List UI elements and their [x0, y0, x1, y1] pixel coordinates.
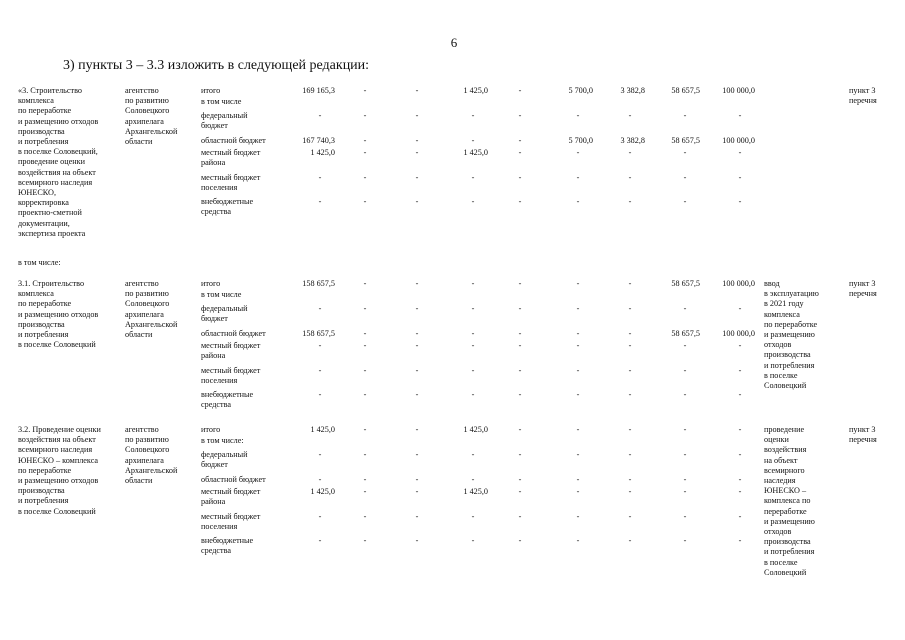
amount-y2021: -	[471, 512, 475, 521]
amount-y2019: -	[363, 366, 367, 375]
amount-y2022: -	[518, 425, 522, 434]
amount-y2020: -	[415, 425, 419, 434]
amount-y2026: -	[738, 304, 742, 313]
expected-result: проведение оценки воздействия на объект всемирного наследия ЮНЕСКО – комплекса по переработке и размещению отходов производства и потребления в поселке Соловецкий	[764, 425, 815, 577]
page-number: 6	[450, 35, 458, 50]
amount-total: -	[318, 173, 322, 182]
funding-source-label: местный бюджет района	[201, 148, 261, 168]
amount-y2021: -	[471, 111, 475, 120]
amount-y2024: -	[628, 390, 632, 399]
amount-y2024: -	[628, 329, 632, 338]
amount-y2019: -	[363, 197, 367, 206]
amount-y2024: -	[628, 111, 632, 120]
amount-y2022: -	[518, 197, 522, 206]
amount-y2025: -	[683, 512, 687, 521]
amount-y2020: -	[415, 173, 419, 182]
funding-source-label: местный бюджет района	[201, 487, 261, 507]
amount-y2019: -	[363, 475, 367, 484]
executor-name: агентство по развитию Соловецкого архипелага Архангельской области	[125, 425, 178, 486]
funding-source-label: местный бюджет поселения	[201, 512, 261, 532]
amount-y2026: 100 000,0	[722, 136, 755, 145]
amount-total: -	[318, 390, 322, 399]
amount-y2022: -	[518, 86, 522, 95]
amount-y2019: -	[363, 329, 367, 338]
amount-y2021: -	[471, 329, 475, 338]
amount-total: 1 425,0	[310, 425, 335, 434]
amount-y2022: -	[518, 173, 522, 182]
amount-y2023: -	[576, 366, 580, 375]
amount-y2026: -	[738, 475, 742, 484]
amount-y2021: -	[471, 341, 475, 350]
amount-y2021: 1 425,0	[463, 86, 488, 95]
amount-y2025: -	[683, 475, 687, 484]
amount-y2025: -	[683, 487, 687, 496]
funding-source-label: федеральный бюджет	[201, 450, 248, 470]
amount-y2019: -	[363, 111, 367, 120]
amount-y2020: -	[415, 197, 419, 206]
amount-y2023: -	[576, 475, 580, 484]
amount-y2020: -	[415, 148, 419, 157]
amount-y2026: -	[738, 512, 742, 521]
amount-y2019: -	[363, 390, 367, 399]
amount-total: 169 165,3	[302, 86, 335, 95]
amount-y2022: -	[518, 136, 522, 145]
amount-y2020: -	[415, 512, 419, 521]
list-reference: пункт 3 перечня	[849, 86, 877, 106]
amount-y2026: -	[738, 111, 742, 120]
amount-total: -	[318, 341, 322, 350]
amount-y2022: -	[518, 329, 522, 338]
amount-y2020: -	[415, 390, 419, 399]
amount-y2021: -	[471, 136, 475, 145]
measure-name: 3.1. Строительство комплекса по переработке и размещению отходов производства и потребления в поселке Соловецкий	[18, 279, 99, 350]
amount-y2024: -	[628, 279, 632, 288]
amount-y2023: -	[576, 390, 580, 399]
measure-name: «3. Строительство комплекса по переработке и размещению отходов производства и потребления в поселке Соловецкий, проведение оценки воздействия на объект всемирного наследия ЮНЕСКО, корректировка проектно-сметной документации, экспертиза проекта	[18, 86, 99, 238]
amount-y2024: -	[628, 487, 632, 496]
amount-y2021: -	[471, 475, 475, 484]
amount-y2020: -	[415, 304, 419, 313]
amount-y2023: 5 700,0	[568, 86, 593, 95]
amount-y2019: -	[363, 425, 367, 434]
amount-y2025: 58 657,5	[671, 136, 700, 145]
amount-y2023: -	[576, 173, 580, 182]
amount-y2022: -	[518, 390, 522, 399]
amount-y2023: -	[576, 111, 580, 120]
amount-y2025: -	[683, 536, 687, 545]
amount-y2026: -	[738, 197, 742, 206]
amount-total: 158 657,5	[302, 279, 335, 288]
amount-y2022: -	[518, 304, 522, 313]
amount-y2023: -	[576, 512, 580, 521]
amount-y2020: -	[415, 111, 419, 120]
amount-y2024: -	[628, 366, 632, 375]
amount-y2025: -	[683, 366, 687, 375]
amount-y2020: -	[415, 487, 419, 496]
amount-y2021: -	[471, 304, 475, 313]
amount-y2023: -	[576, 487, 580, 496]
amount-y2019: -	[363, 148, 367, 157]
amount-total: -	[318, 111, 322, 120]
amount-y2024: -	[628, 475, 632, 484]
amount-y2019: -	[363, 341, 367, 350]
amount-y2023: -	[576, 341, 580, 350]
amount-total: 158 657,5	[302, 329, 335, 338]
funding-source-label: федеральный бюджет	[201, 304, 248, 324]
amount-y2019: -	[363, 86, 367, 95]
amount-y2021: -	[471, 536, 475, 545]
amount-y2022: -	[518, 512, 522, 521]
amount-y2026: 100 000,0	[722, 279, 755, 288]
amount-y2020: -	[415, 536, 419, 545]
amount-y2024: -	[628, 536, 632, 545]
amount-y2024: -	[628, 304, 632, 313]
amount-y2025: -	[683, 173, 687, 182]
amount-y2025: -	[683, 390, 687, 399]
amount-y2026: 100 000,0	[722, 86, 755, 95]
amount-y2024: -	[628, 173, 632, 182]
amount-y2022: -	[518, 536, 522, 545]
executor-name: агентство по развитию Соловецкого архипелага Архангельской области	[125, 86, 178, 147]
amount-total: 1 425,0	[310, 487, 335, 496]
amount-y2023: -	[576, 425, 580, 434]
amount-y2025: -	[683, 111, 687, 120]
amount-y2022: -	[518, 366, 522, 375]
amount-y2023: -	[576, 197, 580, 206]
amount-y2025: -	[683, 425, 687, 434]
amount-y2020: -	[415, 279, 419, 288]
funding-source-label: местный бюджет поселения	[201, 173, 261, 193]
amount-y2021: 1 425,0	[463, 487, 488, 496]
amount-y2019: -	[363, 173, 367, 182]
amount-y2023: -	[576, 279, 580, 288]
expected-result: ввод в эксплуатацию в 2021 году комплекса по переработке и размещению отходов производства и потребления в поселке Соловецкий	[764, 279, 819, 391]
amount-y2019: -	[363, 487, 367, 496]
amount-y2023: 5 700,0	[568, 136, 593, 145]
amount-y2026: -	[738, 341, 742, 350]
amount-total: -	[318, 536, 322, 545]
amount-y2024: -	[628, 341, 632, 350]
amount-y2022: -	[518, 341, 522, 350]
amount-y2020: -	[415, 329, 419, 338]
amount-y2026: -	[738, 173, 742, 182]
amount-total: -	[318, 512, 322, 521]
amount-y2023: -	[576, 304, 580, 313]
amount-total: -	[318, 366, 322, 375]
amount-total: 167 740,3	[302, 136, 335, 145]
amount-y2026: -	[738, 487, 742, 496]
section-heading: 3) пункты 3 – 3.3 изложить в следующей редакции:	[63, 58, 370, 73]
amount-y2020: -	[415, 341, 419, 350]
amount-y2020: -	[415, 136, 419, 145]
amount-y2022: -	[518, 148, 522, 157]
amount-y2025: 58 657,5	[671, 86, 700, 95]
funding-source-label: местный бюджет района	[201, 341, 261, 361]
amount-y2022: -	[518, 475, 522, 484]
amount-y2021: 1 425,0	[463, 148, 488, 157]
amount-total: -	[318, 450, 322, 459]
list-reference: пункт 3 перечня	[849, 425, 877, 445]
amount-y2026: -	[738, 366, 742, 375]
amount-y2019: -	[363, 512, 367, 521]
amount-y2021: -	[471, 279, 475, 288]
amount-y2026: -	[738, 390, 742, 399]
measure-name: 3.2. Проведение оценки воздействия на объект всемирного наследия ЮНЕСКО – комплекса по переработке и размещению отходов производства и потребления в поселке Соловецкий	[18, 425, 101, 516]
amount-y2022: -	[518, 279, 522, 288]
amount-y2023: -	[576, 148, 580, 157]
funding-source-label: итого	[201, 86, 221, 95]
amount-y2022: -	[518, 111, 522, 120]
list-reference: пункт 3 перечня	[849, 279, 877, 299]
funding-source-label: областной бюджет	[201, 329, 266, 338]
amount-y2024: -	[628, 450, 632, 459]
amount-y2026: -	[738, 148, 742, 157]
amount-y2021: -	[471, 450, 475, 459]
amount-y2019: -	[363, 304, 367, 313]
amount-y2020: -	[415, 450, 419, 459]
executor-name: агентство по развитию Соловецкого архипелага Архангельской области	[125, 279, 178, 340]
amount-y2025: -	[683, 450, 687, 459]
amount-y2025: -	[683, 304, 687, 313]
funding-source-label: итого	[201, 279, 221, 288]
amount-total: -	[318, 475, 322, 484]
amount-y2023: -	[576, 450, 580, 459]
amount-total: -	[318, 304, 322, 313]
amount-y2019: -	[363, 279, 367, 288]
amount-y2019: -	[363, 450, 367, 459]
amount-y2021: -	[471, 173, 475, 182]
funding-source-label: областной бюджет	[201, 136, 266, 145]
funding-source-label: федеральный бюджет	[201, 111, 248, 131]
amount-y2021: -	[471, 366, 475, 375]
amount-total: 1 425,0	[310, 148, 335, 157]
amount-y2025: 58 657,5	[671, 279, 700, 288]
funding-source-label: в том числе	[201, 290, 242, 299]
funding-source-label: областной бюджет	[201, 475, 266, 484]
amount-y2025: -	[683, 148, 687, 157]
amount-total: -	[318, 197, 322, 206]
amount-y2024: 3 382,8	[620, 136, 645, 145]
funding-source-label: внебюджетные средства	[201, 197, 254, 217]
amount-y2023: -	[576, 329, 580, 338]
amount-y2021: -	[471, 197, 475, 206]
amount-y2023: -	[576, 536, 580, 545]
amount-y2024: -	[628, 197, 632, 206]
amount-y2020: -	[415, 475, 419, 484]
amount-y2026: -	[738, 450, 742, 459]
amount-y2024: -	[628, 425, 632, 434]
amount-y2025: -	[683, 197, 687, 206]
amount-y2025: 58 657,5	[671, 329, 700, 338]
amount-y2022: -	[518, 487, 522, 496]
funding-source-label: внебюджетные средства	[201, 536, 254, 556]
amount-y2021: 1 425,0	[463, 425, 488, 434]
funding-source-label: в том числе	[201, 97, 242, 106]
amount-y2024: 3 382,8	[620, 86, 645, 95]
amount-y2019: -	[363, 536, 367, 545]
amount-y2024: -	[628, 148, 632, 157]
amount-y2026: -	[738, 425, 742, 434]
amount-y2022: -	[518, 450, 522, 459]
funding-source-label: внебюджетные средства	[201, 390, 254, 410]
amount-y2020: -	[415, 86, 419, 95]
funding-source-label: местный бюджет поселения	[201, 366, 261, 386]
measure-subheading: в том числе:	[18, 258, 61, 267]
funding-source-label: в том числе:	[201, 436, 244, 445]
funding-source-label: итого	[201, 425, 221, 434]
amount-y2026: -	[738, 536, 742, 545]
amount-y2020: -	[415, 366, 419, 375]
amount-y2026: 100 000,0	[722, 329, 755, 338]
amount-y2021: -	[471, 390, 475, 399]
amount-y2025: -	[683, 341, 687, 350]
amount-y2024: -	[628, 512, 632, 521]
amount-y2019: -	[363, 136, 367, 145]
